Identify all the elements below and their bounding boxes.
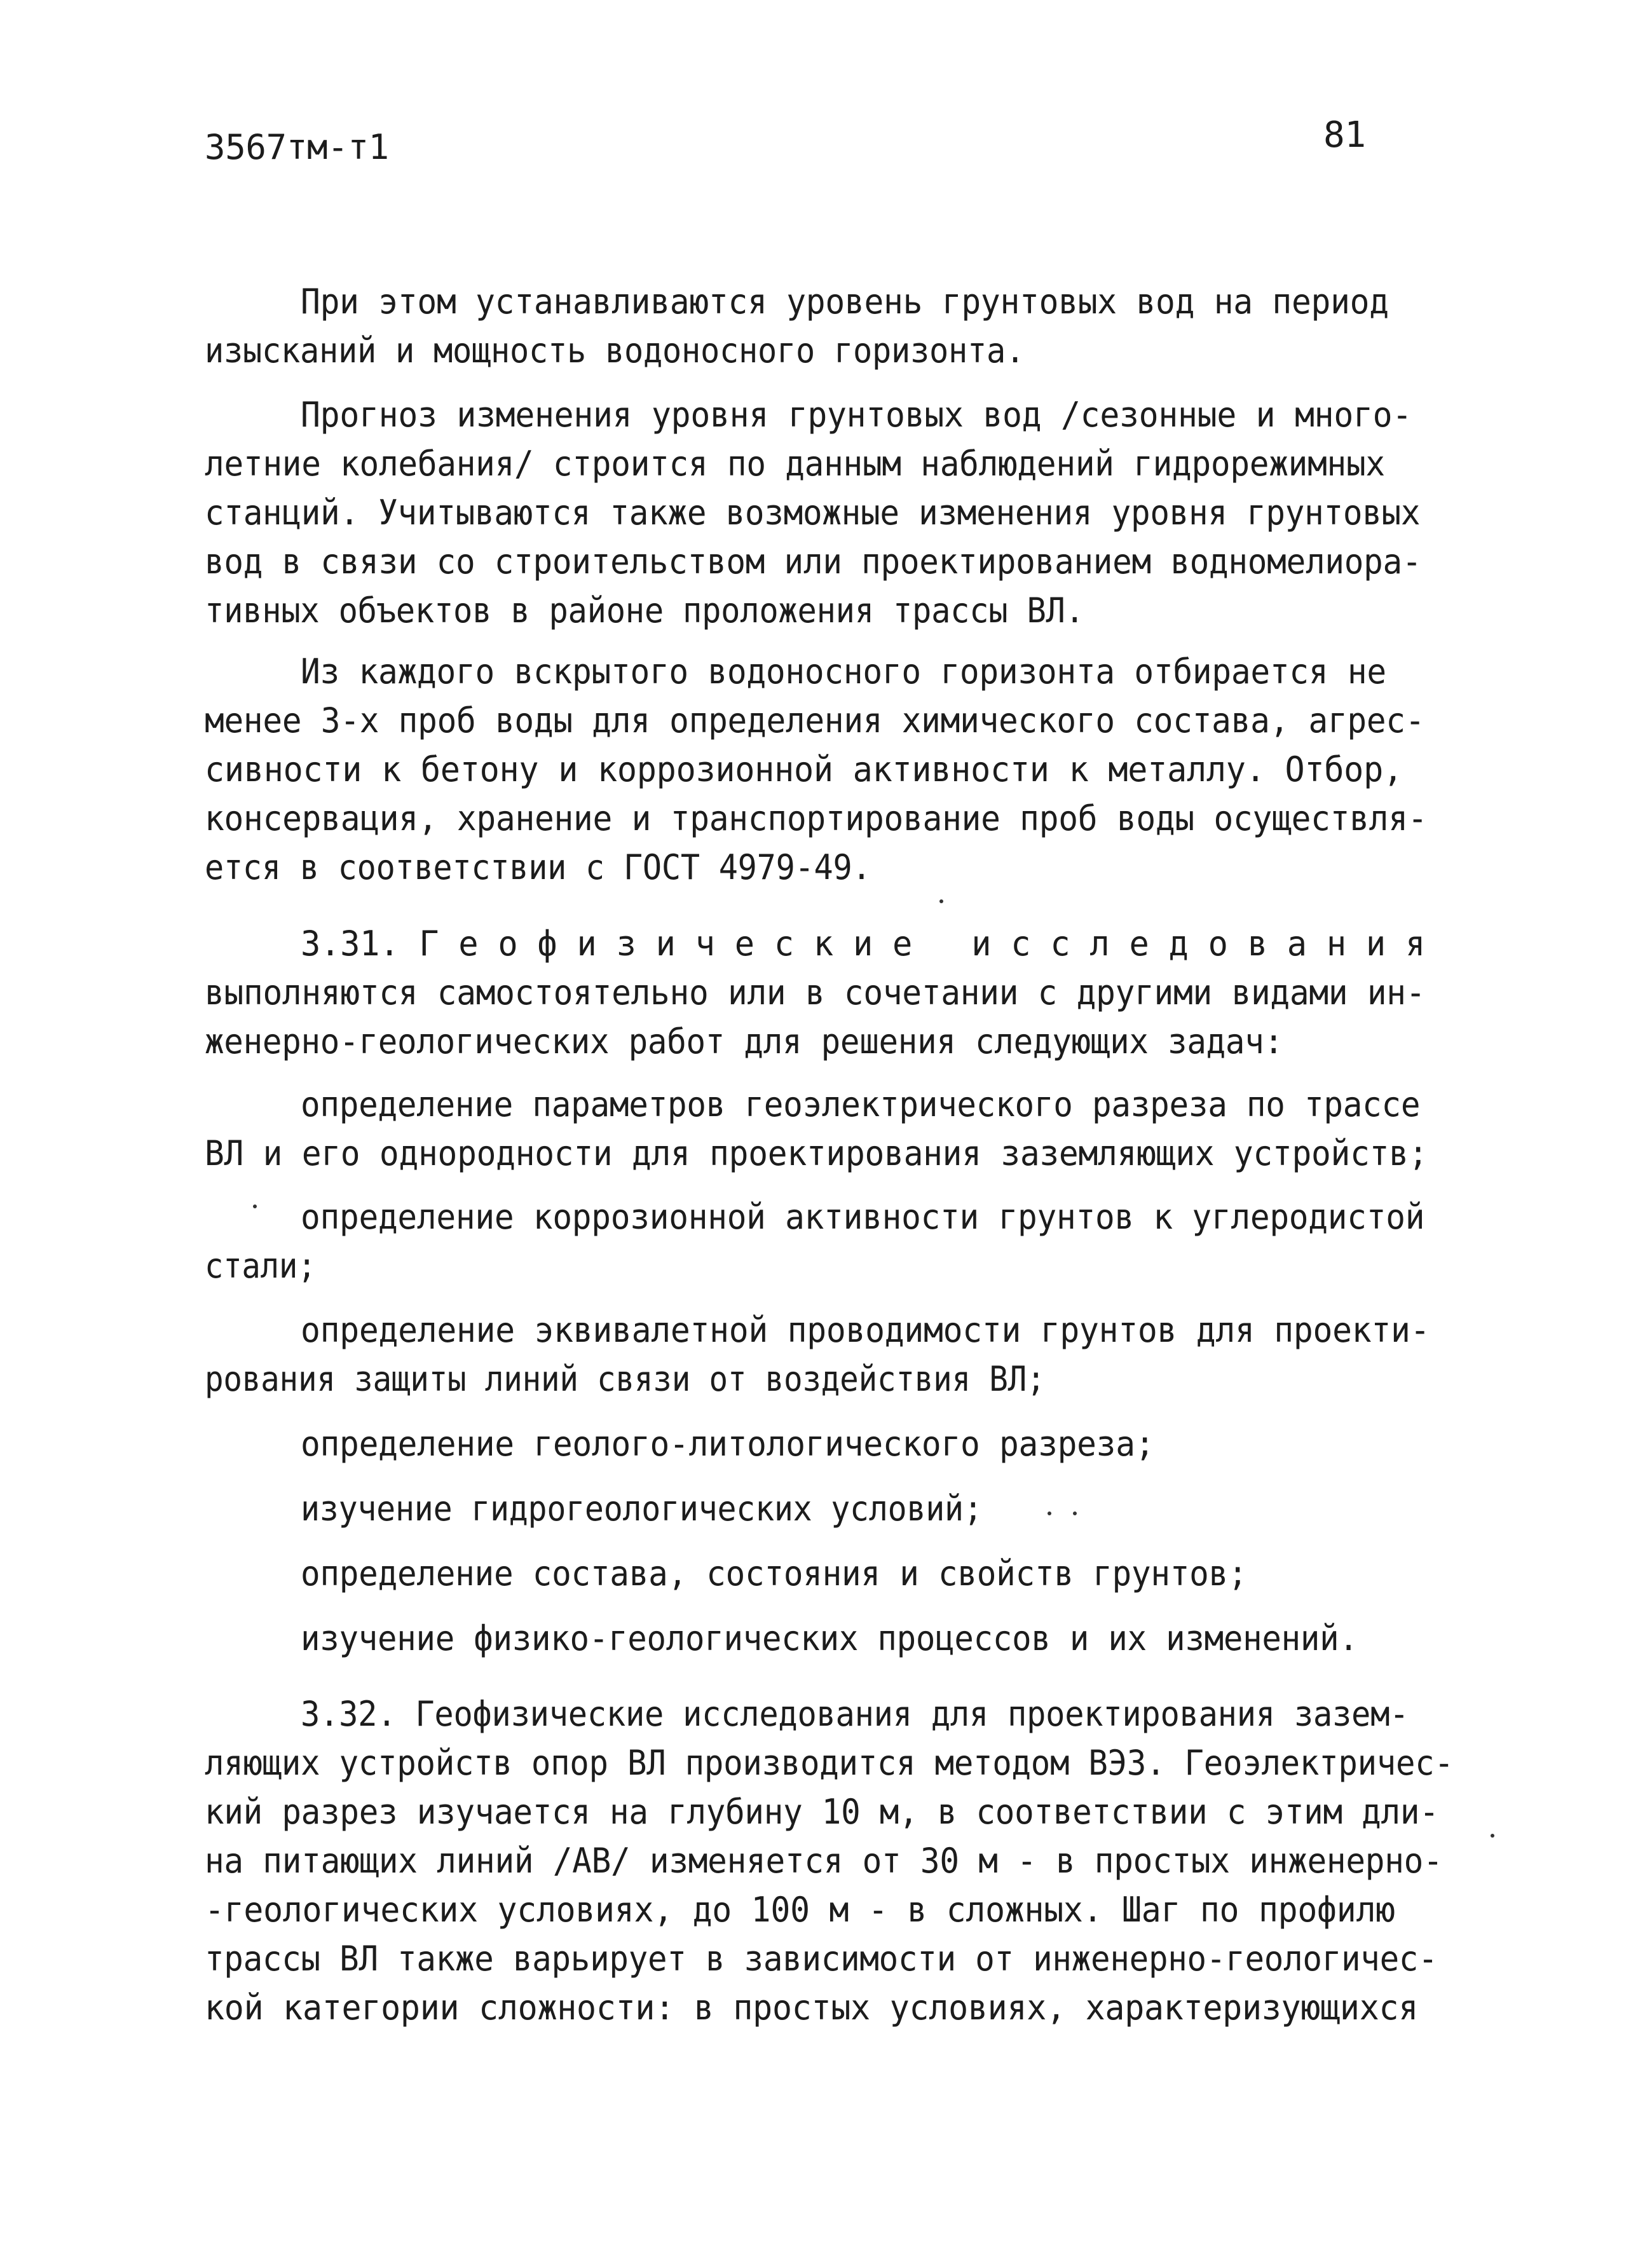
list-item-line: определение коррозионной активности грунтов к углеродистой — [301, 1197, 1425, 1237]
text-line: ется в соответствии с ГОСТ 4979-49. — [205, 847, 871, 887]
text-line: При этом устанавливаются уровень грунтовых вод на период — [301, 282, 1389, 322]
text-line: Из каждого вскрытого водоносного горизонта отбирается не — [301, 652, 1386, 692]
text-line: кой категории сложности: в простых условиях, характеризующихся — [205, 1988, 1419, 2028]
page-number: 81 — [1323, 114, 1366, 156]
text-line: тивных объектов в районе проложения трассы ВЛ. — [205, 590, 1084, 631]
text-line: станций. Учитываются также возможные изменения уровня грунтовых — [205, 493, 1421, 533]
document-code: 3567тм-т1 — [205, 127, 389, 167]
text-line: ляющих устройств опор ВЛ производится методом ВЭЗ. Геоэлектричес- — [205, 1743, 1454, 1783]
text-line: изысканий и мощность водоносного горизонта. — [205, 331, 1025, 371]
text-line: на питающих линий /АВ/ изменяется от 30 м - в простых инженерно- — [205, 1841, 1443, 1881]
text-line: женерно-геологических работ для решения следующих задач: — [205, 1021, 1283, 1061]
scan-speck — [939, 899, 943, 903]
text-line: трассы ВЛ также варьирует в зависимости от инженерно-геологичес- — [205, 1939, 1438, 1979]
list-item-line: изучение гидрогеологических условий; — [301, 1489, 983, 1529]
text-line: кий разрез изучается на глубину 10 м, в соответствии с этим дли- — [205, 1792, 1439, 1832]
text-line: Прогноз изменения уровня грунтовых вод /сезонные и много- — [301, 395, 1412, 435]
list-item-line: определение эквивалетной проводимости грунтов для проекти- — [301, 1310, 1430, 1350]
text-line: летние колебания/ строится по данным наблюдений гидрорежимных — [205, 444, 1385, 484]
list-item-line: определение параметров геоэлектрического разреза по трассе — [301, 1084, 1421, 1124]
text-line: рования защиты линий связи от воздействия ВЛ; — [205, 1359, 1046, 1399]
text-line: выполняются самостоятельно или в сочетании с другими видами ин- — [205, 972, 1426, 1013]
text-line: вод в связи со строительством или проектированием водномелиора- — [205, 542, 1422, 582]
text-line: стали; — [205, 1246, 317, 1286]
section-heading-line: 3.32. Геофизические исследования для проектирования зазем- — [301, 1694, 1409, 1734]
scan-speck — [1048, 1512, 1051, 1515]
scan-speck — [253, 1204, 257, 1208]
scan-speck — [1491, 1834, 1494, 1838]
scan-speck — [1073, 1512, 1077, 1515]
list-item-line: определение состава, состояния и свойств грунтов; — [301, 1553, 1248, 1593]
section-heading-line: 3.31. Г е о ф и з и ч е с к и е и с с л е д о в а н и я — [301, 924, 1426, 964]
list-item-line: определение геолого-литологического разреза; — [301, 1424, 1155, 1464]
text-line: консервация, хранение и транспортирование проб воды осуществля- — [205, 798, 1428, 838]
text-line: ВЛ и его однородности для проектирования заземляющих устройств; — [205, 1133, 1428, 1173]
text-line: менее 3-х проб воды для определения химического состава, агрес- — [205, 700, 1425, 740]
list-item-line: изучение физико-геологических процессов и их изменений. — [301, 1618, 1358, 1658]
text-line: -геологических условиях, до 100 м - в сложных. Шаг по профилю — [205, 1890, 1395, 1930]
text-line: сивности к бетону и коррозионной активности к металлу. Отбор, — [205, 749, 1403, 789]
